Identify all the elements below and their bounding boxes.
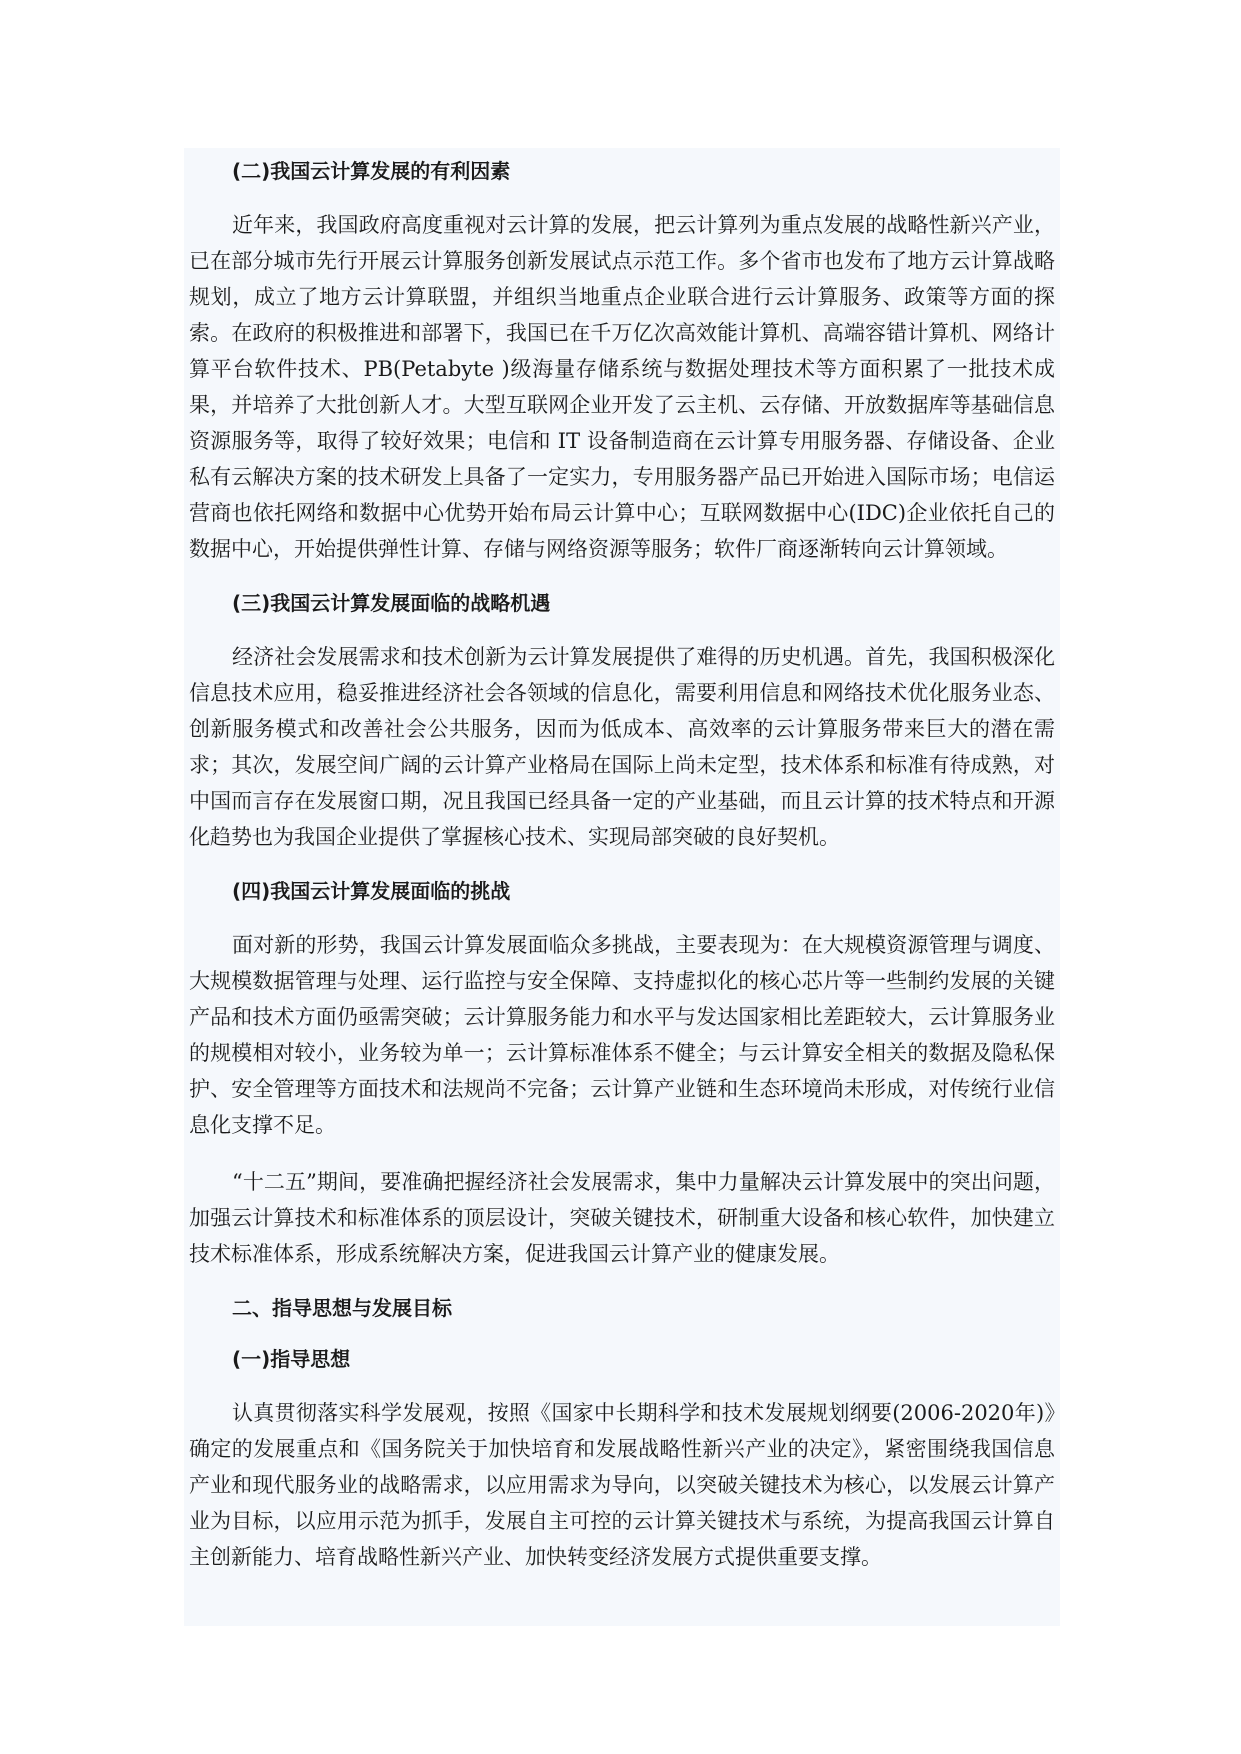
- section-heading-favorable-factors: (二)我国云计算发展的有利因素: [232, 159, 511, 183]
- paragraph-strategic-opportunities: 经济社会发展需求和技术创新为云计算发展提供了难得的历史机遇。首先，我国积极深化信息技术应用，稳妥推进经济社会各领域的信息化，需要利用信息和网络技术优化服务业态、创新服务模式和改善社会公共服务，因而为低成本、高效率的云计算服务带来巨大的潜在需求；其次，发展空间广阔的云计算产业格局在国际上尚未定型，技术体系和标准有待成熟，对中国而言存在发展窗口期，况且我国已经具备一定的产业基础，而且云计算的技术特点和开源化趋势也为我国企业提供了掌握核心技术、实现局部突破的良好契机。: [189, 645, 1055, 849]
- document-body: [189, 156, 1055, 1575]
- section-heading-guiding-ideology: (一)指导思想: [232, 1347, 351, 1371]
- paragraph-favorable-factors: 近年来，我国政府高度重视对云计算的发展，把云计算列为重点发展的战略性新兴产业，已在部分城市先行开展云计算服务创新发展试点示范工作。多个省市也发布了地方云计算战略规划，成立了地方云计算联盟，并组织当地重点企业联合进行云计算服务、政策等方面的探索。在政府的积极推进和部署下，我国已在千万亿次高效能计算机、高端容错计算机、网络计算平台软件技术、PB(Petabyte )级海量存储系统与数据处理技术等方面积累了一批技术成果，并培养了大批创新人才。大型互联网企业开发了云主机、云存储、开放数据库等基础信息资源服务等，取得了较好效果；电信和 IT 设备制造商在云计算专用服务器、存储设备、企业私有云解决方案的技术研发上具备了一定实力，专用服务器产品已开始进入国际市场；电信运营商也依托网络和数据中心优势开始布局云计算中心；互联网数据中心(IDC)企业依托自己的数据中心，开始提供弹性计算、存储与网络资源等服务；软件厂商逐渐转向云计算领域。: [189, 213, 1055, 561]
- section-heading-strategic-opportunities: (三)我国云计算发展面临的战略机遇: [232, 591, 551, 615]
- paragraph-guiding-ideology: 认真贯彻落实科学发展观，按照《国家中长期科学和技术发展规划纲要(2006-2020年)》确定的发展重点和《国务院关于加快培育和发展战略性新兴产业的决定》，紧密围绕我国信息产业和现代服务业的战略需求，以应用需求为导向，以突破关键技术为核心，以发展云计算产业为目标，以应用示范为抓手，发展自主可控的云计算关键技术与系统，为提高我国云计算自主创新能力、培育战略性新兴产业、加快转变经济发展方式提供重要支撑。: [189, 1401, 1055, 1569]
- paragraph-challenges: 面对新的形势，我国云计算发展面临众多挑战，主要表现为：在大规模资源管理与调度、大规模数据管理与处理、运行监控与安全保障、支持虚拟化的核心芯片等一些制约发展的关键产品和技术方面仍亟需突破；云计算服务能力和水平与发达国家相比差距较大，云计算服务业的规模相对较小，业务较为单一；云计算标准体系不健全；与云计算安全相关的数据及隐私保护、安全管理等方面技术和法规尚不完备；云计算产业链和生态环境尚未形成，对传统行业信息化支撑不足。: [189, 933, 1055, 1137]
- paragraph-twelfth-five-year: “十二五”期间，要准确把握经济社会发展需求，集中力量解决云计算发展中的突出问题，加强云计算技术和标准体系的顶层设计，突破关键技术，研制重大设备和核心软件，加快建立技术标准体系，形成系统解决方案，促进我国云计算产业的健康发展。: [189, 1170, 1055, 1266]
- part-heading-guiding-ideology-and-goals: 二、指导思想与发展目标: [232, 1296, 452, 1320]
- section-heading-challenges: (四)我国云计算发展面临的挑战: [232, 879, 511, 903]
